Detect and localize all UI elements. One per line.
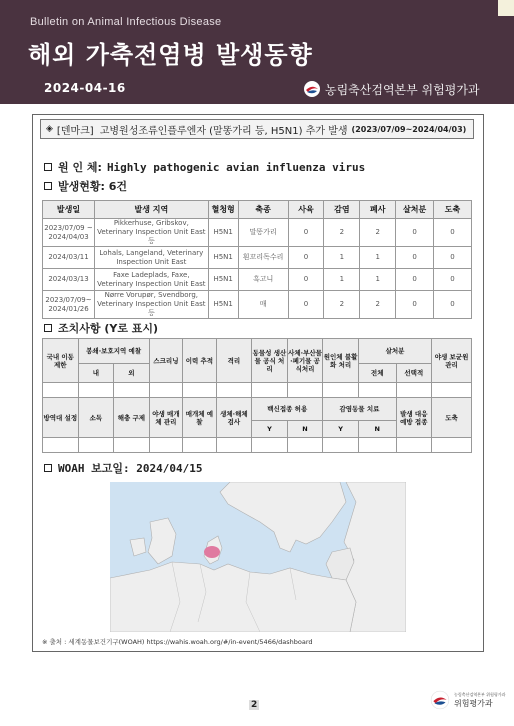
footer-org <box>430 690 506 710</box>
table-header-row <box>43 201 472 219</box>
measure-domestic-move: 국내 이동 제한 <box>43 339 79 383</box>
measure-value-cell <box>323 383 359 398</box>
measure-treatment: 감염동물 치료 <box>323 398 396 421</box>
measure-pest: 해충 구제 <box>114 398 150 438</box>
measure-disinfect: 소독 <box>78 398 114 438</box>
table-cell: Nørre Vorupør, Svendborg, Veterinary Inspection Unit East 등 <box>94 291 208 319</box>
measure-value-cell <box>43 438 79 453</box>
table-row <box>43 291 472 319</box>
org-name: 농림축산검역본부 위험평가과 <box>325 82 480 97</box>
measure-value-cell <box>432 383 472 398</box>
topic-tag: [덴마크] <box>56 125 94 137</box>
measure-value-cell <box>149 438 182 453</box>
measure-vector: 매개체 예찰 <box>183 398 216 438</box>
table-row <box>43 247 472 269</box>
measures-table <box>42 338 472 453</box>
table-cell: 0 <box>434 291 472 319</box>
footer-org-name: 위험평가과 <box>454 698 493 708</box>
measure-value-cell <box>216 383 252 398</box>
table-cell: 2 <box>324 219 360 247</box>
table-cell: 2 <box>360 291 396 319</box>
measure-zone-out: 외 <box>114 364 150 383</box>
table-row <box>43 219 472 247</box>
checkbox-square-icon <box>44 464 52 472</box>
woah-label: WOAH 보고일: 2024/04/15 <box>58 462 203 475</box>
measure-value-cell <box>323 438 359 453</box>
table-cell: 말똥가리 <box>238 219 288 247</box>
measures-label: 조치사항 (Y로 표시) <box>58 322 159 335</box>
col-species: 축종 <box>238 201 288 219</box>
page-number: 2 <box>251 700 258 710</box>
table-cell: 2024/03/11 <box>43 247 95 269</box>
footer-org-small: 농림축산검역본부 위험평가과 <box>454 691 506 697</box>
table-cell: 2 <box>360 219 396 247</box>
measure-value-cell <box>287 438 323 453</box>
table-cell: 0 <box>396 269 434 291</box>
table-cell: 1 <box>360 269 396 291</box>
measure-value-cell <box>396 438 432 453</box>
measures-header-row-2a <box>43 398 472 421</box>
table-cell: H5N1 <box>208 219 238 247</box>
diamond-icon: ◈ <box>46 124 53 134</box>
table-cell: 흑고니 <box>238 269 288 291</box>
measure-cull-selective: 선택적 <box>396 364 432 383</box>
measure-wild: 야생 보균원 관리 <box>432 339 472 383</box>
measure-vaccine: 백신접종 허용 <box>252 398 323 421</box>
table-cell: 1 <box>360 247 396 269</box>
measure-value-cell <box>252 438 288 453</box>
measure-value-cell <box>114 383 150 398</box>
measures-value-row-1 <box>43 383 472 398</box>
measure-vaccine-y: Y <box>252 421 288 438</box>
measure-treatment-y: Y <box>323 421 359 438</box>
measure-vaccine-n: N <box>287 421 323 438</box>
table-cell: 매 <box>238 291 288 319</box>
measure-zone: 봉쇄·보호지역 예찰 <box>78 339 149 364</box>
pathogen-value: Highly pathogenic avian influenza virus <box>106 160 366 174</box>
table-cell: 0 <box>434 219 472 247</box>
outbreak-marker-icon <box>204 546 220 558</box>
col-serotype: 혈청형 <box>208 201 238 219</box>
source-note: ※ 출처 : 세계동물보건기구(WOAH) https://wahis.woah.org/#/in-event/5466/dashboard <box>42 638 313 646</box>
table-cell: Lohals, Langeland, Veterinary Inspection Unit East <box>94 247 208 269</box>
measure-value-cell <box>216 438 252 453</box>
table-cell: 2024/03/13 <box>43 269 95 291</box>
col-location: 발생 지역 <box>94 201 208 219</box>
col-date: 발생일 <box>43 201 95 219</box>
table-cell: 0 <box>396 247 434 269</box>
measure-value-cell <box>183 383 216 398</box>
table-cell: 1 <box>324 269 360 291</box>
measure-value-cell <box>78 383 114 398</box>
table-cell: 0 <box>288 219 324 247</box>
measure-value-cell <box>252 383 288 398</box>
table-cell: H5N1 <box>208 291 238 319</box>
bulletin-subtitle: Bulletin on Animal Infectious Disease <box>30 16 222 28</box>
checkbox-square-icon <box>44 182 52 190</box>
measure-tracing: 이력 추적 <box>183 339 216 383</box>
measure-treatment-n: N <box>358 421 396 438</box>
measure-slaughter: 도축 <box>432 398 472 438</box>
status-line <box>44 178 127 194</box>
measure-cause: 원인체 불활화 처리 <box>323 339 359 383</box>
pathogen-label: 원 인 체: <box>58 161 102 174</box>
col-slaughtered: 도축 <box>434 201 472 219</box>
table-cell: 2 <box>324 291 360 319</box>
table-cell: 2023/07/09~ 2024/01/26 <box>43 291 95 319</box>
measure-carcass: 사체·부산물·폐기물 공식처리 <box>287 339 323 383</box>
outbreak-map <box>110 482 406 632</box>
measure-quarantine: 격리 <box>216 339 252 383</box>
col-infected: 감염 <box>324 201 360 219</box>
table-cell: 1 <box>324 247 360 269</box>
woah-line <box>44 460 202 476</box>
measure-value-cell <box>432 438 472 453</box>
measure-value-cell <box>78 438 114 453</box>
topic-bar <box>40 119 474 139</box>
table-row <box>43 269 472 291</box>
table-cell: H5N1 <box>208 269 238 291</box>
measures-line <box>44 320 158 336</box>
measure-border: 방역대 설정 <box>43 398 79 438</box>
topic-period: (2023/07/09~2024/04/03) <box>351 124 467 134</box>
table-cell: H5N1 <box>208 247 238 269</box>
measure-value-cell <box>358 383 396 398</box>
table-cell: 0 <box>396 219 434 247</box>
agency-logo-icon <box>430 690 450 710</box>
col-culled: 살처분 <box>396 201 434 219</box>
table-cell: Pikkerhuse, Gribskov, Veterinary Inspection Unit East 등 <box>94 219 208 247</box>
measure-value-cell <box>114 438 150 453</box>
table-cell: 0 <box>434 269 472 291</box>
measure-culling: 살처분 <box>358 339 431 364</box>
pathogen-line <box>44 159 365 175</box>
checkbox-square-icon <box>44 324 52 332</box>
topic-title: 고병원성조류인플루엔자 (말똥가리 등, H5N1) 추가 발생 <box>99 125 348 137</box>
measure-wildlife: 야생 매개체 관리 <box>149 398 182 438</box>
org-label <box>303 80 480 98</box>
col-dead: 폐사 <box>360 201 396 219</box>
measure-screening: 스크리닝 <box>149 339 182 383</box>
status-label: 발생현황: 6건 <box>58 180 128 193</box>
measure-prevent: 발생 대응 예방 접종 <box>396 398 432 438</box>
outbreak-table <box>42 200 472 319</box>
table-cell: 0 <box>288 247 324 269</box>
table-cell: 2023/07/09 ~ 2024/04/03 <box>43 219 95 247</box>
measure-value-cell <box>358 438 396 453</box>
header-banner <box>0 0 514 104</box>
measure-zone-in: 내 <box>78 364 114 383</box>
measure-value-cell <box>183 438 216 453</box>
page-title: 해외 가축전염병 발생동향 <box>28 41 313 69</box>
measures-value-row-2 <box>43 438 472 453</box>
page-corner <box>498 0 514 16</box>
table-cell: 0 <box>434 247 472 269</box>
measure-value-cell <box>149 383 182 398</box>
measure-live-test: 생체·해체 검사 <box>216 398 252 438</box>
europe-map-image <box>110 482 406 632</box>
table-cell: 0 <box>288 269 324 291</box>
measure-value-cell <box>43 383 79 398</box>
table-cell: 0 <box>396 291 434 319</box>
table-cell: 흰꼬리독수리 <box>238 247 288 269</box>
measure-value-cell <box>396 383 432 398</box>
table-cell: 0 <box>288 291 324 319</box>
agency-logo-icon <box>303 80 321 98</box>
checkbox-square-icon <box>44 163 52 171</box>
measure-animal-product: 동물성 생산물 공식 처리 <box>252 339 288 383</box>
measures-header-row-1a <box>43 339 472 364</box>
issue-date: 2024-04-16 <box>44 81 126 95</box>
col-raised: 사육 <box>288 201 324 219</box>
measure-value-cell <box>287 383 323 398</box>
table-cell: Faxe Ladeplads, Faxe, Veterinary Inspection Unit East <box>94 269 208 291</box>
measure-cull-all: 전체 <box>358 364 396 383</box>
